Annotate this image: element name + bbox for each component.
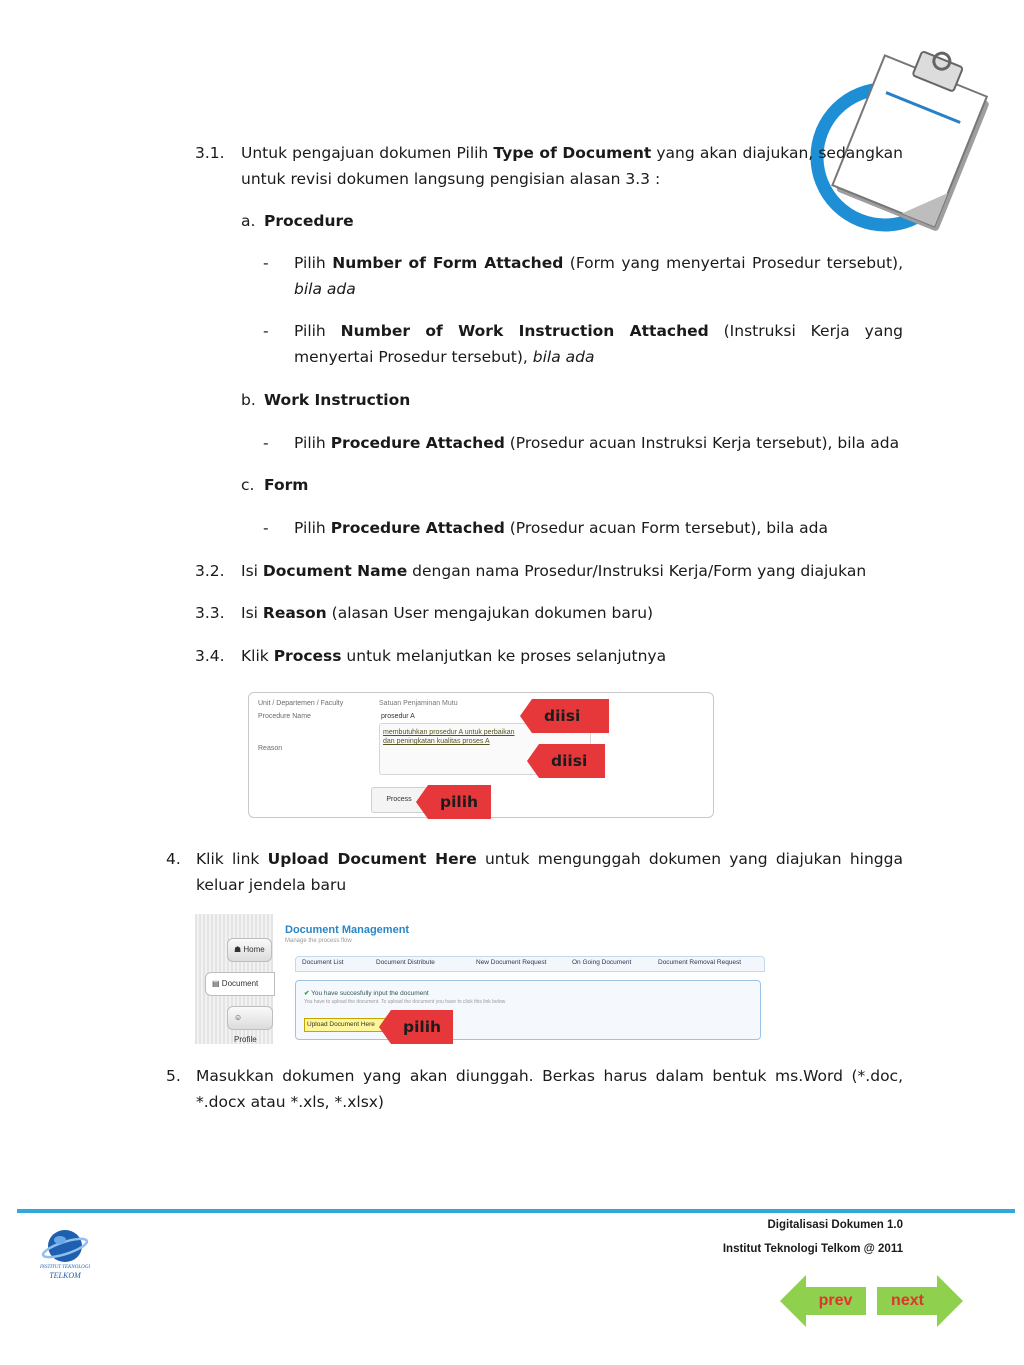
content-panel <box>295 980 761 1040</box>
section-number: 5. <box>166 1067 181 1085</box>
footer-institution: Institut Teknologi Telkom @ 2011 <box>722 1243 903 1255</box>
procedure-item-form-attached: Pilih Number of Form Attached (Form yang menyertai Prosedur tersebut), bila ada <box>294 254 903 298</box>
section-number: 3.1. <box>195 144 225 162</box>
logo-caption-line1: INSTITUT TEKNOLOGI <box>39 1265 91 1270</box>
page-subtitle: Manage the process flow <box>285 938 352 944</box>
section-3-4-text: Klik Process untuk melanjutkan ke proses selanjutnya <box>241 647 667 665</box>
bullet-dash: - <box>263 322 269 340</box>
prev-button[interactable]: prev <box>805 1287 866 1315</box>
next-button[interactable]: next <box>877 1287 938 1315</box>
section-5-text: Masukkan dokumen yang akan diunggah. Berkas harus dalam bentuk ms.Word (*.doc, *.docx atau *.xls, *.xlsx) <box>196 1067 903 1111</box>
tab-new-document-request[interactable]: New Document Request <box>476 959 547 966</box>
section-3-1-text: Untuk pengajuan dokumen Pilih Type of Document yang akan diajukan, sedangkan untuk revisi dokumen langsung pengisian alasan 3.3 : <box>241 144 903 188</box>
sub-heading-work-instruction: Work Instruction <box>264 391 411 409</box>
screenshot-document-management <box>195 914 773 1044</box>
procedure-item-wi-attached: Pilih Number of Work Instruction Attached (Instruksi Kerja yang menyertai Prosedur tersebut), bila ada <box>294 322 903 366</box>
sub-heading-form: Form <box>264 476 309 494</box>
bullet-dash: - <box>263 519 269 537</box>
page-title: Document Management <box>285 924 410 936</box>
sub-letter: b. <box>241 391 256 409</box>
tab-document-list[interactable]: Document List <box>302 959 344 966</box>
section-4-text: Klik link Upload Document Here untuk mengunggah dokumen yang diajukan hingga keluar jendela baru <box>196 850 903 894</box>
profile-icon: ☺ <box>234 1013 243 1022</box>
hint-message: You have to upload the document. To upload the document you have to click this link below <box>304 999 506 1005</box>
callout-diisi: diisi <box>539 744 605 778</box>
procedure-name-input[interactable]: prosedur A <box>381 713 415 720</box>
section-number: 3.4. <box>195 647 225 665</box>
nav-document-label: Document <box>221 979 259 988</box>
section-3-2-text: Isi Document Name dengan nama Prosedur/Instruksi Kerja/Form yang diajukan <box>241 562 867 580</box>
sub-letter: a. <box>241 212 256 230</box>
check-icon: ✔ <box>304 990 310 997</box>
prev-arrow-icon <box>780 1275 806 1327</box>
reason-label: Reason <box>258 745 283 752</box>
callout-diisi: diisi <box>532 699 609 733</box>
bullet-dash: - <box>263 434 269 452</box>
tab-document-removal-request[interactable]: Document Removal Request <box>658 959 742 966</box>
nav-home-label: Home <box>243 945 265 954</box>
nav-profile[interactable] <box>227 1006 273 1044</box>
sidebar <box>195 914 273 1044</box>
upload-document-link[interactable]: Upload Document Here <box>304 1018 386 1032</box>
tab-bar <box>295 956 765 972</box>
sub-heading-procedure: Procedure <box>264 212 354 230</box>
sub-letter: c. <box>241 476 255 494</box>
success-message <box>304 989 429 997</box>
logo-caption-line2: TELKOM <box>49 1271 81 1280</box>
tab-document-distribute[interactable]: Document Distribute <box>376 959 435 966</box>
process-button[interactable]: Process <box>371 787 427 813</box>
nav-profile-label: Profile <box>234 1035 257 1044</box>
unit-label: Unit / Departemen / Faculty <box>258 700 344 707</box>
nav-home[interactable] <box>227 938 272 962</box>
document-icon: ▤ <box>212 979 220 988</box>
form-item: Pilih Procedure Attached (Prosedur acuan Form tersebut), bila ada <box>294 519 828 537</box>
success-text: You have succesfully input the document <box>311 990 429 997</box>
section-number: 3.2. <box>195 562 225 580</box>
nav-document[interactable] <box>205 972 275 996</box>
procedure-name-label: Procedure Name <box>258 713 311 720</box>
footer-divider <box>17 1209 1015 1213</box>
telkom-logo-icon <box>40 1226 90 1266</box>
callout-pilih: pilih <box>428 785 491 819</box>
footer-doc-title: Digitalisasi Dokumen 1.0 <box>767 1219 903 1231</box>
screenshot-procedure-form <box>248 692 714 818</box>
section-number: 4. <box>166 850 181 868</box>
unit-value: Satuan Penjaminan Mutu <box>379 700 458 707</box>
home-icon: ☗ <box>234 945 242 954</box>
reason-value: membutuhkan prosedur A untuk perbaikan dan peningkatan kualitas proses A <box>383 729 515 745</box>
section-3-3-text: Isi Reason (alasan User mengajukan dokumen baru) <box>241 604 654 622</box>
tab-on-going-document[interactable]: On Going Document <box>572 959 632 966</box>
bullet-dash: - <box>263 254 269 272</box>
work-instruction-item: Pilih Procedure Attached (Prosedur acuan Instruksi Kerja tersebut), bila ada <box>294 434 900 452</box>
section-number: 3.3. <box>195 604 225 622</box>
callout-pilih: pilih <box>391 1010 453 1044</box>
next-arrow-icon <box>937 1275 963 1327</box>
